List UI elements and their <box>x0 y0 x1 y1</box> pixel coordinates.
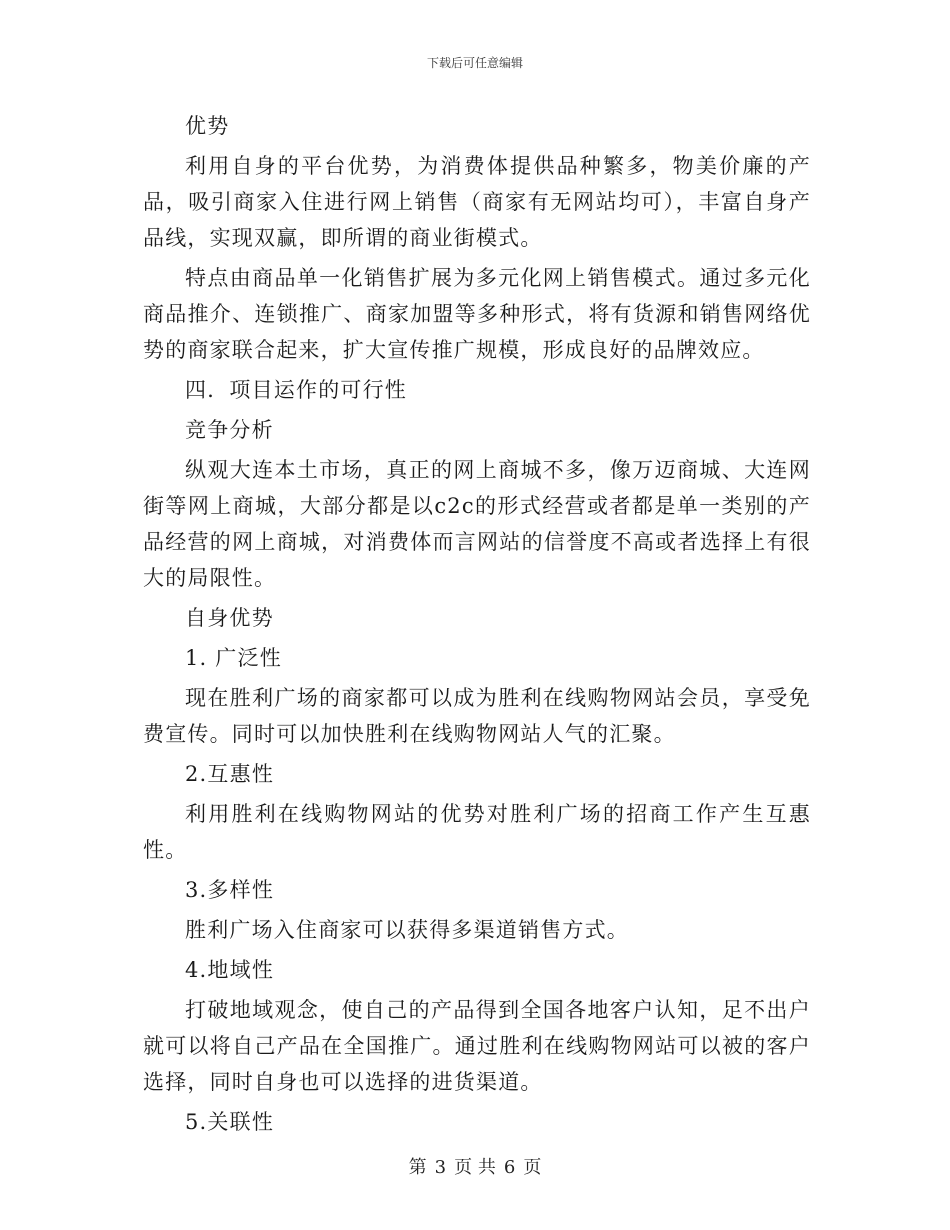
section-heading-feasibility: 四．项目运作的可行性 <box>185 378 407 402</box>
section-heading-own-advantages: 自身优势 <box>185 606 274 630</box>
page-footer <box>0 1153 950 1179</box>
list-heading-regionality: 4.地域性 <box>185 958 275 982</box>
paragraph-breadth: 现在胜利广场的商家都可以成为胜利在线购物网站会员，享受免费宣传。同时可以加快胜利在线购物网站人气的汇聚。 <box>143 686 811 746</box>
list-heading-diversity: 3.多样性 <box>185 878 275 902</box>
list-heading-breadth: 1. 广泛性 <box>185 646 282 670</box>
section-heading-competition: 竞争分析 <box>185 418 274 442</box>
footer-prefix: 第 <box>408 1157 427 1178</box>
footer-suffix: 页 <box>523 1157 542 1178</box>
paragraph-regionality: 打破地域观念，使自己的产品得到全国各地客户认知，足不出户就可以将自己产品在全国推广。通过胜利在线购物网站可以被的客户选择，同时自身也可以选择的进货渠道。 <box>143 998 811 1094</box>
paragraph-diversity: 胜利广场入住商家可以获得多渠道销售方式。 <box>185 918 629 942</box>
page-header: 下载后可任意编辑 <box>426 56 523 70</box>
section-heading-advantages: 优势 <box>185 114 230 138</box>
footer-current-page: 3 <box>434 1157 447 1178</box>
paragraph-platform-advantage: 利用自身的平台优势，为消费体提供品种繁多，物美价廉的产品，吸引商家入住进行网上销售（商家有无网站均可），丰富自身产品线，实现双赢，即所谓的商业街模式。 <box>143 154 811 250</box>
paragraph-reciprocity: 利用胜利在线购物网站的优势对胜利广场的招商工作产生互惠性。 <box>143 802 811 862</box>
footer-middle: 页 共 <box>454 1157 496 1178</box>
paragraph-competition-analysis: 纵观大连本土市场，真正的网上商城不多，像万迈商城、大连网街等网上商城，大部分都是以c2c的形式经营或者都是单一类别的产品经营的网上商城，对消费体而言网站的信誉度不高或者选择上有很大的局限性。 <box>143 458 811 590</box>
document-body <box>143 108 811 1144</box>
list-heading-reciprocity: 2.互惠性 <box>185 762 275 786</box>
list-heading-relevance: 5.关联性 <box>185 1110 275 1134</box>
paragraph-features: 特点由商品单一化销售扩展为多元化网上销售模式。通过多元化商品推介、连锁推广、商家加盟等多种形式，将有货源和销售网络优势的商家联合起来，扩大宣传推广规模，形成良好的品牌效应。 <box>143 266 811 362</box>
footer-total-pages: 6 <box>503 1157 516 1178</box>
